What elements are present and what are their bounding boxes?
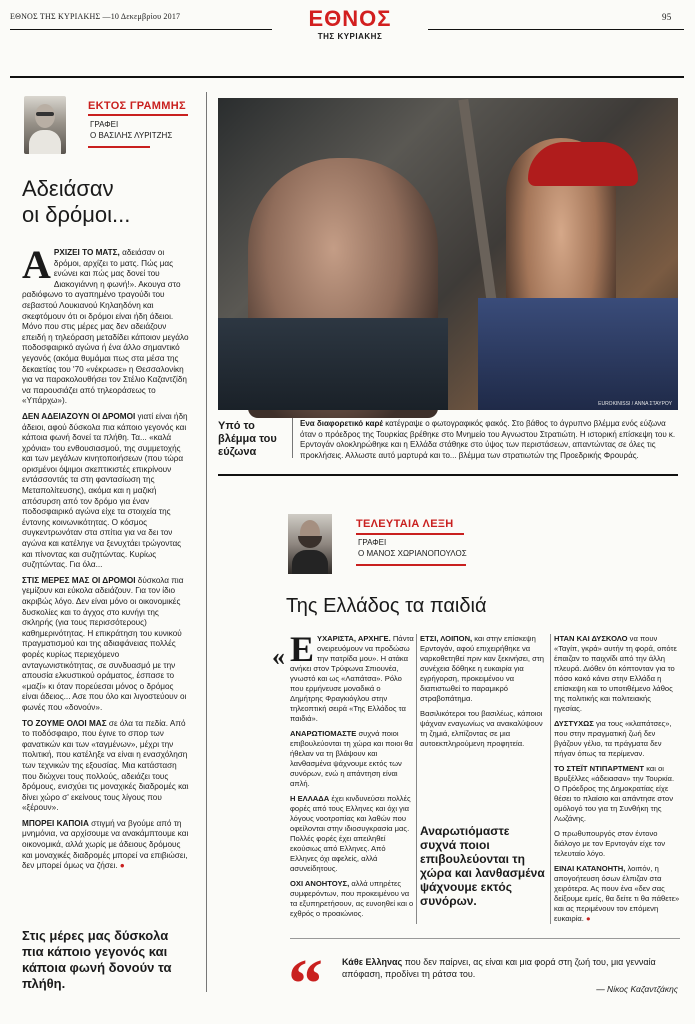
right-c1-p4-lead: ΟΧΙ ΑΝΟΗΤΟΥΣ, <box>290 879 350 888</box>
right-c2-p1: και στην επίσκεψη Ερντογάν, αφού επιχειρήθηκε να ναρκοθετηθεί πριν καν ξεκινήσει, στη συνέχεια δόθηκε η ευκαιρία για εγρήγορση, προκειμένου να διαπιστωθεί το παραμικρό στραβοπάτημα. <box>420 634 545 703</box>
column-divider <box>206 92 207 992</box>
byline-underline-2 <box>356 564 466 566</box>
page-number: 95 <box>662 12 672 22</box>
open-quote-mark: « <box>272 642 285 671</box>
right-c3-p1: να πουν «Ταγίπ, γκρά» αυτήν τη φορά, οπότε έπαιζαν το παιχνίδι από την άλλη πλευρά. Διόθεν ότι κόπτονταν για το πόσο κακό κάνει στην Ελλάδα η επίσκεψη και το υποτιθέμενο λάθος της πολιτικής και πολιτειακής ηγεσίας. <box>554 634 677 713</box>
left-headline <box>22 176 202 228</box>
bottom-quote-text: που δεν παίρνει, ας είναι και μια φορά στη ζωή του, μια γενναία απόφαση, προδίνει τη ράτσα του. <box>342 957 656 979</box>
left-headline-line-2: οι δρόμοι... <box>22 202 131 227</box>
left-article-body <box>22 242 190 906</box>
columnist-avatar-lyritzis <box>24 96 66 154</box>
right-c1-p4: αλλά υπηρέτες συμφερόντων, που προκειμένου να τα εξυπηρετήσουν, ας ευνοηθεί και ο εχθρός ο προαιώνιος. <box>290 879 414 918</box>
caption-divider <box>292 418 293 458</box>
section-title-teleftaia-lexi: ΤΕΛΕΥΤΑΙΑ ΛΕΞΗ <box>356 518 454 530</box>
right-c3-p3-lead: ΤΟ ΣΤΕΪΤ ΝΤΙΠΑΡΤΜΕΝΤ <box>554 764 645 773</box>
masthead-subtitle: ΤΗΣ ΚΥΡΙΑΚΗΣ <box>317 32 383 41</box>
masthead-logo: ΕΘΝΟΣ <box>308 6 392 31</box>
right-col-divider-1 <box>416 634 417 924</box>
left-p4-lead: ΤΟ ΖΟΥΜΕ ΟΛΟΙ ΜΑΣ <box>22 718 107 728</box>
photo-bottom-rule <box>218 474 678 476</box>
quote-icon: “ <box>288 946 323 1023</box>
right-c1-p2: συχνά ποιοι επιβουλεύονται τη χώρα και ποιοι θα ήθελαν να τη βλάψουν και λανθασμένα ψάχνουμε εκτός των συνόρων, ενώ η απάντηση είναι απλή. <box>290 729 413 788</box>
right-article-col-1 <box>290 629 414 918</box>
right-c1-p3: έχει κινδυνεύσει πολλές φορές από τους Ελληνες και όχι για λόγους νοοτροπίας και λαθών που οφείλονται στην ιδιοσυγκρασία μας. Πολλές φορές έχει απειληθεί εκούσιως από Ελληνες. Από Ελληνες όχι αφελείς, αλλά ασυνείδητους. <box>290 794 411 873</box>
right-pullquote: Αναρωτιόμαστε συχνά ποιοι επιβουλεύονται τη χώρα και λανθασμένα ψάχνουμε εκτός συνόρων. <box>420 824 545 908</box>
right-c3-p4: Ο πρωθυπουργός στον έντονο διάλογο με τον Ερντογάν είχε τον τελευταίο λόγο. <box>554 829 666 858</box>
section-title-underline <box>88 114 188 116</box>
right-c1-p1: Πάντα ονειρευόμουν να προδώσω την πατρίδα μου». Η ατάκα ανήκει στον Τρύφωνα Σπιουνέα, γνωστό και ως «Λαπάτσα». Ρόλο που ερμήνευσε μοναδικά ο Δημήτρης Φραγκιόγλου στην τηλεοπτική σειρά «Της Ελλάδος τα παιδιά». <box>290 634 414 723</box>
end-mark: ● <box>119 861 125 871</box>
news-photo-erdogan-evzone <box>218 98 678 410</box>
columnist-avatar-chorianopoulos <box>288 514 332 574</box>
header-dateline: ΕΘΝΟΣ ΤΗΣ ΚΥΡΙΑΚΗΣ —10 Δεκεμβρίου 2017 <box>10 12 181 21</box>
left-p4: σε όλα τα πεδία. Από το ποδόσφαιρο, που έγινε το σπορ των φανατικών και των «ταγμένων», μέχρι την πολιτική, που κατέληξε να είναι η ενασχόληση των τεχνικών της εξουσίας. Μια κατάσταση που διώχνει τους πολλούς, αδειάζει τους δρόμους, ενισχύει τις μοναχικές διαδρομές και δίνει χώρο σ' εκείνους τους λίγους που «ξέρουν». <box>22 718 189 813</box>
photo-caption <box>300 419 678 461</box>
right-c1-p2-lead: ΑΝΑΡΩΤΙΟΜΑΣΤΕ <box>290 729 357 738</box>
right-c1-p3-lead: Η ΕΛΛΑΔΑ <box>290 794 330 803</box>
right-c3-p5: λοιπόν, η απογοήτευση όσων έλπιζαν στα χειρότερα. Ας πουν ένα «δεν σας δείξουμε εμείς, θα δείτε τι θα πάθετε» και ας περιμένουν τον επόμενη ευκαιρία. <box>554 864 680 923</box>
left-p1: αδειάσαν οι δρόμοι, αρχίζει το ματς. Πώς μας ενώνει και πώς μας δονεί του Διακογιάννη η φωνή!». Ακουγα στο ραδιόφωνο το αγαπημένο τραγούδι του σεβαστού Λουκιανού Κηλαηδόνη και σκεφτόμουν ότι οι δρόμοι είναι ήδη άδειοι. Μόνο που στις μέρες μας δεν αδειάζουν επειδή η τηλεόραση μεταδίδει κάποιον μεγάλο ποδοσφαιρικό αγώνα ή ένα άλλο σημαντικό γεγονός (ακόμα θυμάμαι πως στα μέσα της δεκαετίας του '70 «νέκρωσε» η Θεσσαλονίκη για να παρακολουθήσει τον Στέλιο Καζαντζίδη να παρουσιάζει από τηλεοράσεως το «Υπάρχω»). <box>22 248 189 406</box>
right-c3-p1-lead: ΗΤΑΝ ΚΑΙ ΔΥΣΚΟΛΟ <box>554 634 628 643</box>
right-headline: Της Ελλάδος τα παιδιά <box>286 595 487 617</box>
photo-credit: EUROKINISSI / ΑΝΝΑ ΣΤΑΥΡΟΥ <box>598 401 672 407</box>
left-p1-lead: ΡΧΙΖΕΙ ΤΟ ΜΑΤΣ, <box>53 248 120 257</box>
byline-name-2: Ο ΜΑΝΟΣ ΧΩΡΙΑΝΟΠΟΥΛΟΣ <box>358 549 467 558</box>
bottom-quote-rule <box>290 938 680 939</box>
section-title-underline-2 <box>356 533 464 535</box>
right-c2-p2: Βασιλικότεροι του βασιλέως, κάποιοι ψάχναν εναγωνίως να ανακαλύψουν τη ζημιά, ελπίζοντας σε μια αυτοεκπληρούμενη προφητεία. <box>420 709 543 748</box>
left-headline-line-1: Αδειάσαν <box>22 176 114 201</box>
left-p2-lead: ΔΕΝ ΑΔΕΙΑΖΟΥΝ ΟΙ ΔΡΟΜΟΙ <box>22 411 136 421</box>
right-c2-p1-lead: ΕΤΣΙ, ΛΟΙΠΟΝ, <box>420 634 473 643</box>
bottom-quote-lead: Κάθε Ελληνας <box>342 957 403 967</box>
dropcap-left: Α <box>22 242 51 287</box>
left-p5: στιγμή να βγούμε από τη μνημόνια, να αρχίσουμε να ανακάμπτουμε και οικονομικά, αλλά χωρίς με άδειους δρόμους και μοναχικές διαδρομές μπορεί να επιβιώσει, δεν μπορεί όμως να ζήσει. <box>22 818 189 871</box>
byline-underline <box>88 146 150 148</box>
left-p5-lead: ΜΠΟΡΕΙ ΚΑΠΟΙΑ <box>22 818 89 828</box>
end-mark-2: ● <box>585 914 591 923</box>
right-c3-p3: και οι Βρυξέλλες «άδειασαν» την Τουρκία. Ο Πρόεδρος της Δημοκρατίας είχε θέσει το πλαίσιο και απάντησε στον ομόλογό του για τη Συνθήκη της Λωζάνης. <box>554 764 675 823</box>
right-c3-p5-lead: ΕΙΝΑΙ ΚΑΤΑΝΟΗΤΗ, <box>554 864 626 873</box>
right-c3-p2: για τους «κλαπάτσες», που στην πραγματική ζωή δεν βγάζουν γέλιο, τα πράγματα δεν πήγαν όπως τα περίμεναν. <box>554 719 672 758</box>
byline-label-2: ΓΡΑΦΕΙ <box>358 538 387 547</box>
left-p3-lead: ΣΤΙΣ ΜΕΡΕΣ ΜΑΣ ΟΙ ΔΡΟΜΟΙ <box>22 575 136 585</box>
right-article-col-3 <box>554 634 680 923</box>
right-c3-p2-lead: ΔΥΣΤΥΧΩΣ <box>554 719 594 728</box>
header-divider <box>10 76 684 78</box>
caption-lead: Ενα διαφορετικό καρέ <box>300 419 384 428</box>
right-c1-lead: ΥΧΑΡΙΣΤΑ, ΑΡΧΗΓΕ. <box>317 634 391 643</box>
caption-text: κατέγραψε ο φωτογραφικός φακός. Στο βάθος το άγρυπνο βλέμμα ενός εύζωνα όταν ο πρόεδρος της Τουρκίας βρέθηκε στο Μνημείο του Αγνωστου Στρατιώτη. Η ιστορική επίσκεψη του κ. Ερντογάν ολοκληρώθηκε και η Ελλάδα στάθηκε στο ύψος των περιστάσεων, απαντώντας σε όλες τις προκλήσεις. Αλλωστε αυτό μαρτυρά και το... βλέμμα των στρατιωτών της Προεδρικής Φρουράς. <box>300 419 676 460</box>
left-p3: δύσκολα πια γεμίζουν και εύκολα αδειάζουν. Για τον ίδιο ακριβώς λόγο. Δεν είναι μόνο οι οικονομικές δυσκολίες και το άγχος στο κυνήγι της σκληρής (για τους περισσότερους) καθημερινότητας. Η επικράτηση του κυνικού πραγματισμού και της αδιαφάνειας πολλές φορές κυρίως περιεχόμενο ανταγωνιστικότητας, σε συνδυασμό με την απουσία ελκυστικού οράματος, έσπασε το «μαζί» κι όταν πορεύεσαι μόνος ο δρόμος είναι άδειος... Ασε που όλο και λιγοστεύουν οι φωνές που «δονούν». <box>22 575 187 712</box>
byline-name: Ο ΒΑΣΙΛΗΣ ΛΥΡΙΤΖΗΣ <box>90 131 173 140</box>
bottom-quote <box>342 956 678 980</box>
section-title-ektos-grammis: ΕΚΤΟΣ ΓΡΑΜΜΗΣ <box>88 100 186 112</box>
byline-label: ΓΡΑΦΕΙ <box>90 120 119 129</box>
right-col-divider-2 <box>550 634 551 924</box>
right-article-col-2 <box>420 634 546 784</box>
header-rule-left <box>10 29 272 30</box>
bottom-quote-author: — Νίκος Καζαντζάκης <box>596 984 678 994</box>
header-rule-right <box>428 29 684 30</box>
photo-caption-title: Υπό το βλέμμα του εύζωνα <box>218 420 277 458</box>
left-p2: γιατί είναι ήδη άδειοι, αφού δύσκολα πια κάποιο γεγονός και κάποια φωνή δονεί τα πλήθη. Τα... «καλά χρόνια» του ενθουσιασμού, της συμμετοχής και των μεγάλων κινητοποιήσεων (που τώρα ορισμένοι όψιμοι σκεπτικιστές επικρίνουν εντάσσοντάς τα στη φαντασίωση της Μεταπολίτευσης), ακόμα και η μαζική απόσυρση από τον δρόμο για έναν ποδοσφαιρικό αγώνα είχε τα στοιχεία της έντονης κοινωνικότητας. Ο κόσμος συγκεντρωνόταν στα σπίτια για να δει τον αγώνα και κατέληγε να ξενυχτάει τρώγοντας και πίνοντας και συζητώντας. Κυρίως συζητώντας. Για όλα... <box>22 411 188 570</box>
dropcap-right: Ε <box>290 629 315 669</box>
left-pullquote: Στις μέρες μας δύσκολα πια κάποιο γεγονός και κάποια φωνή δονούν τα πλήθη. <box>22 928 172 991</box>
